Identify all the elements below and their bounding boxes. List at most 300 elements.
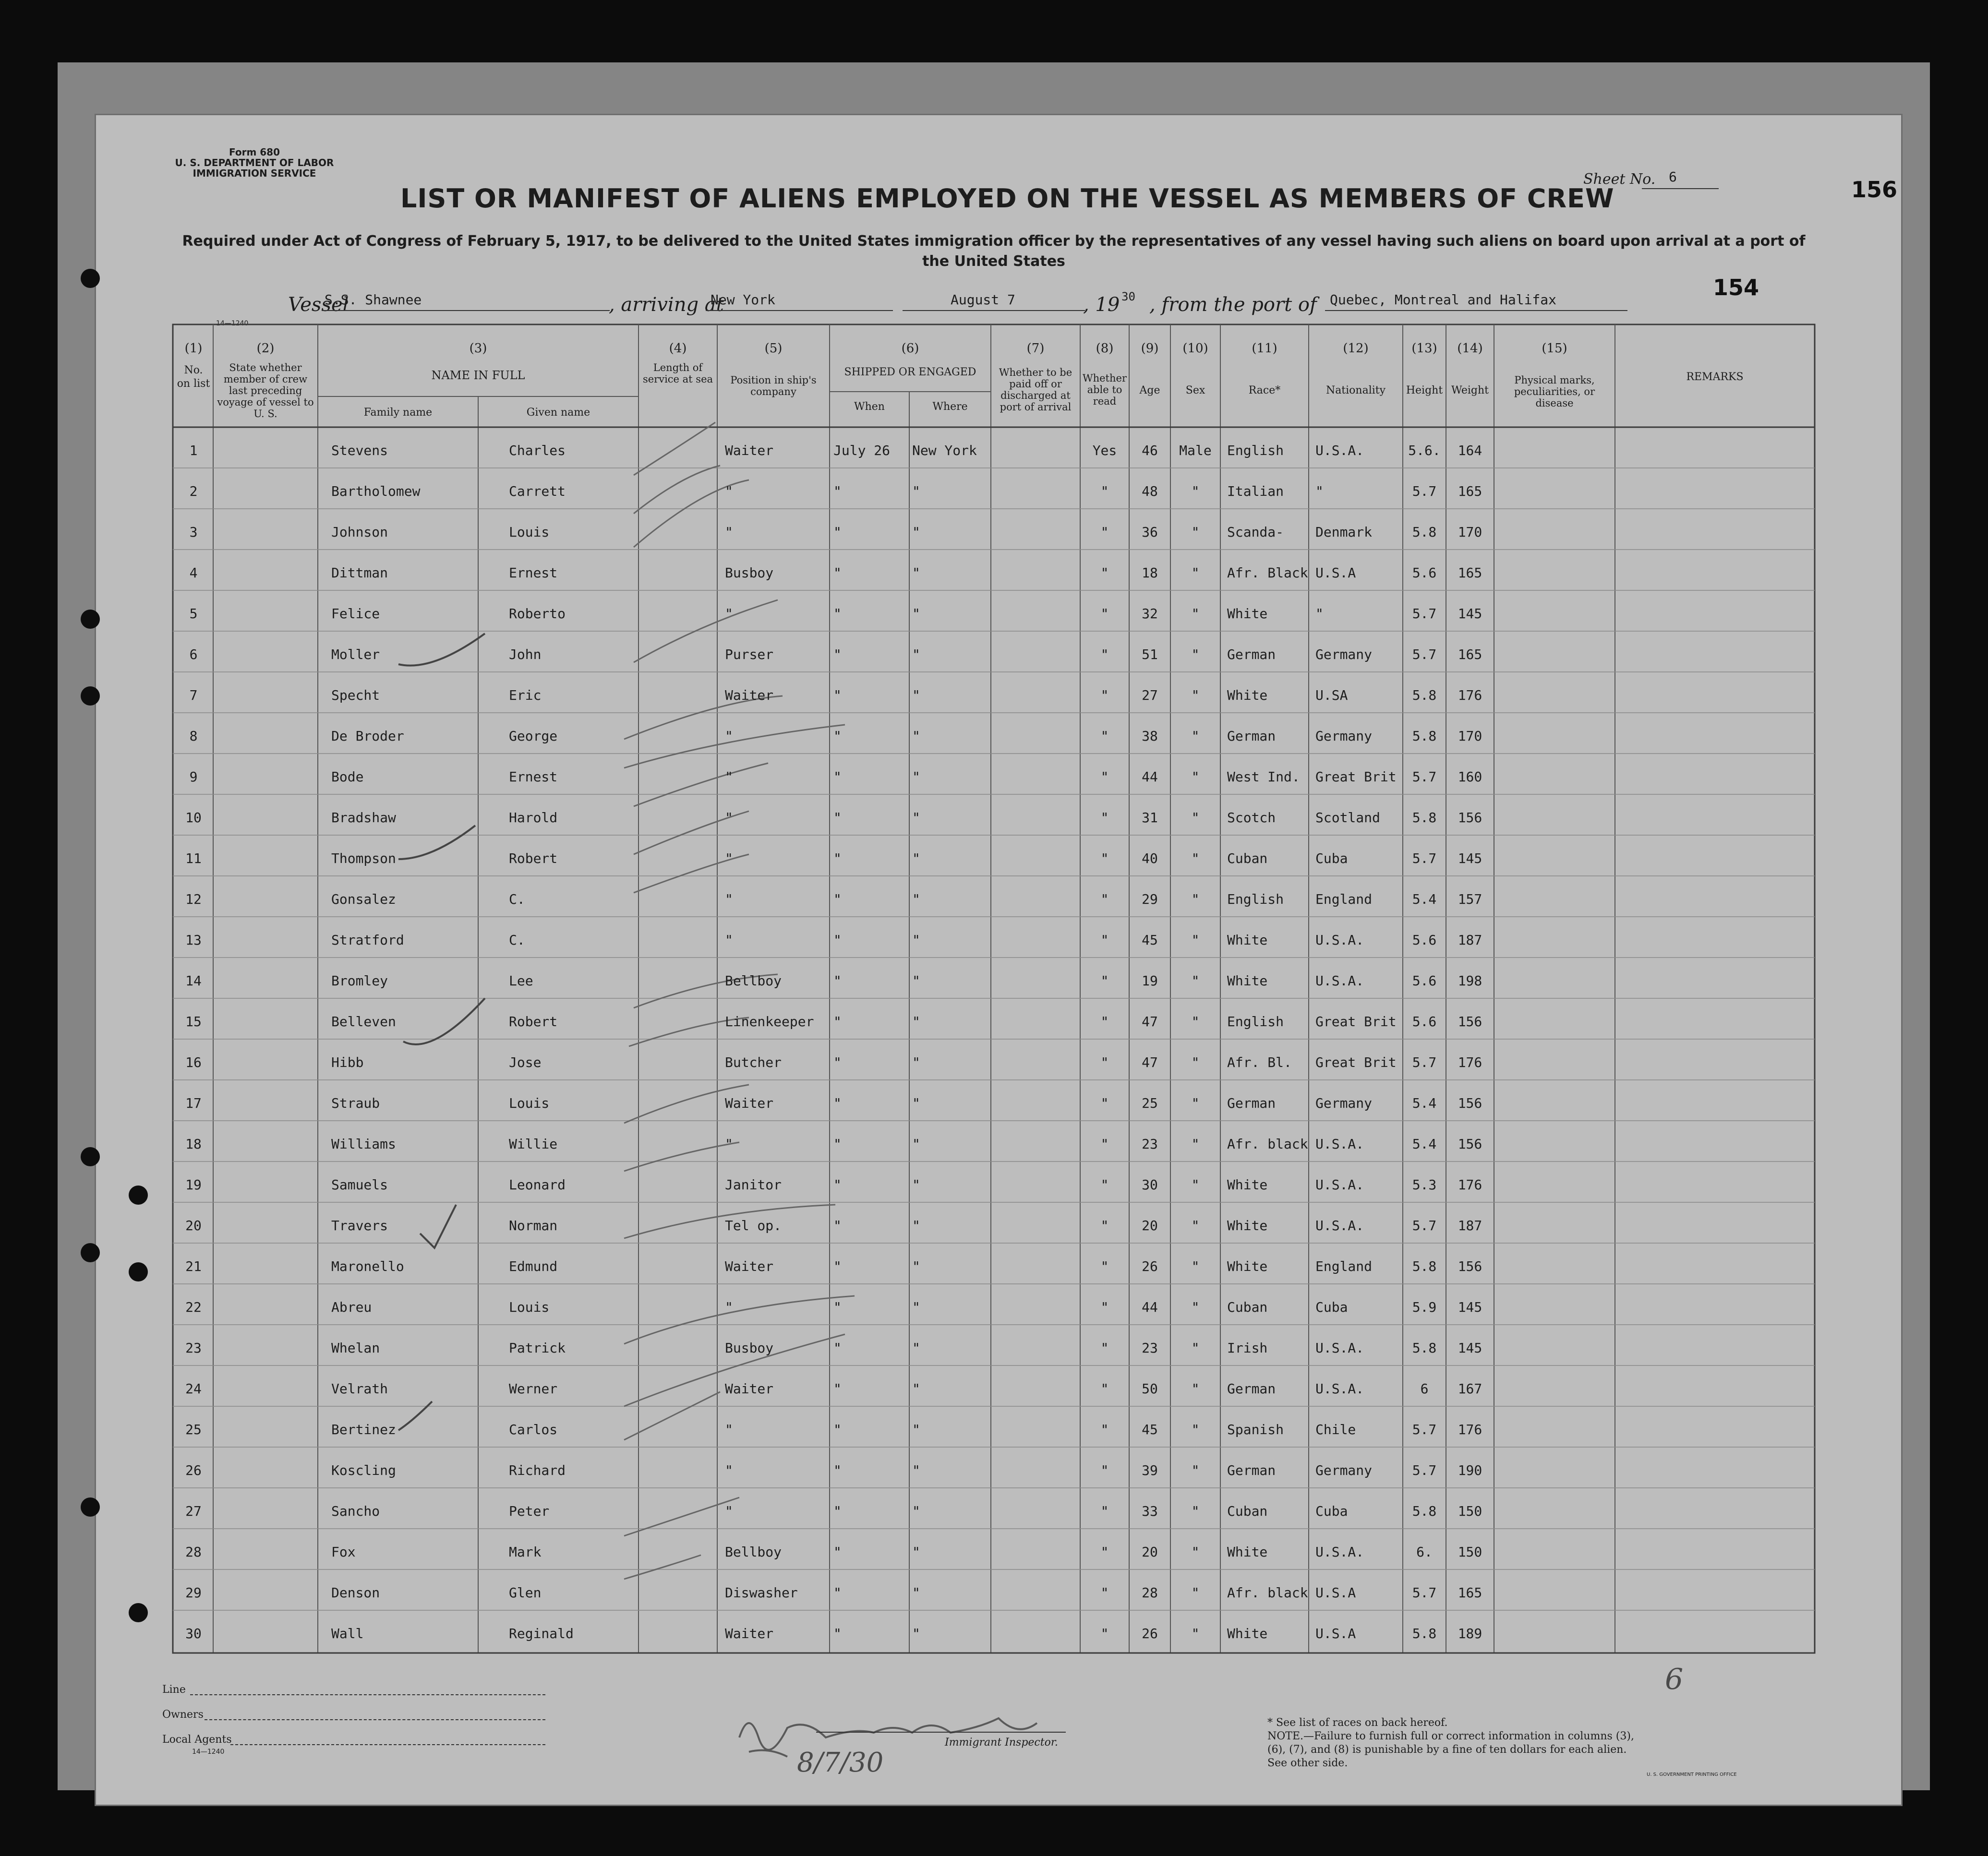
nationality: Great Brit xyxy=(1315,1014,1397,1030)
family-name: Abreu xyxy=(331,1299,372,1315)
col-remarks-label: REMARKS xyxy=(1686,371,1744,383)
row-number: 22 xyxy=(185,1299,202,1315)
col-sex xyxy=(1170,342,1220,397)
family-name: Travers xyxy=(331,1218,388,1233)
weight: 165 xyxy=(1458,483,1482,499)
sex: " xyxy=(1191,1299,1200,1315)
position: " xyxy=(725,606,733,622)
weight: 165 xyxy=(1458,647,1482,662)
given-name: C. xyxy=(509,891,525,907)
shipped-where: " xyxy=(912,1258,920,1274)
age: 23 xyxy=(1142,1340,1158,1356)
given-name: Eric xyxy=(509,687,542,703)
able-to-read: " xyxy=(1100,1585,1109,1601)
given-name: Louis xyxy=(509,1299,550,1315)
shipped-when: " xyxy=(833,1503,842,1519)
sheet-label: Sheet No. xyxy=(1583,171,1656,188)
shipped-when: " xyxy=(833,483,842,499)
col-age-number: (9) xyxy=(1141,341,1159,356)
position: " xyxy=(725,1422,733,1437)
family-name: Williams xyxy=(331,1136,396,1152)
nationality: Great Brit xyxy=(1315,769,1397,785)
age: 20 xyxy=(1142,1544,1158,1560)
nationality: U.S.A. xyxy=(1315,1177,1364,1193)
sex: " xyxy=(1191,1218,1200,1233)
height: 5.7 xyxy=(1412,769,1437,785)
agents-label: Local Agents xyxy=(162,1734,232,1746)
family-name: Specht xyxy=(331,687,380,703)
row-number: 16 xyxy=(185,1054,202,1070)
nationality: U.S.A. xyxy=(1315,1340,1364,1356)
weight: 160 xyxy=(1458,769,1482,785)
able-to-read: " xyxy=(1100,932,1109,948)
height: 5.4 xyxy=(1412,1095,1437,1111)
position: Diswasher xyxy=(725,1585,798,1601)
weight: 176 xyxy=(1458,1422,1482,1437)
sex: " xyxy=(1191,1585,1200,1601)
weight: 165 xyxy=(1458,565,1482,581)
weight: 156 xyxy=(1458,1095,1482,1111)
given-name: Lee xyxy=(509,973,533,989)
able-to-read: " xyxy=(1100,1422,1109,1437)
sex: " xyxy=(1191,1054,1200,1070)
col-height-number: (13) xyxy=(1411,341,1437,356)
nationality: U.S.A. xyxy=(1315,1544,1364,1560)
col-height-label: Height xyxy=(1406,384,1443,396)
race: Spanish xyxy=(1227,1422,1284,1437)
weight: 176 xyxy=(1458,1054,1482,1070)
age: 39 xyxy=(1142,1462,1158,1478)
able-to-read: " xyxy=(1100,1136,1109,1152)
given-name: Mark xyxy=(509,1544,542,1560)
position: Waiter xyxy=(725,687,774,703)
sex: " xyxy=(1191,1381,1200,1397)
shipped-where: " xyxy=(912,1014,920,1030)
line-label: Line xyxy=(162,1684,186,1696)
able-to-read: Yes xyxy=(1092,443,1117,458)
shipped-where: " xyxy=(912,1299,920,1315)
sex: " xyxy=(1191,1544,1200,1560)
height: 5.8 xyxy=(1412,524,1437,540)
inspector-underline xyxy=(816,1732,1066,1733)
given-name: George xyxy=(509,728,558,744)
height: 5.6 xyxy=(1412,1014,1437,1030)
sex: " xyxy=(1191,1503,1200,1519)
col-position xyxy=(720,342,827,397)
shipped-where: " xyxy=(912,1381,920,1397)
sex: " xyxy=(1191,524,1200,540)
nationality: U.S.A xyxy=(1315,1585,1356,1601)
race: White xyxy=(1227,1177,1268,1193)
sex: Male xyxy=(1179,443,1212,458)
nationality: Chile xyxy=(1315,1422,1356,1437)
shipped-when: " xyxy=(833,1177,842,1193)
age: 44 xyxy=(1142,769,1158,785)
position: Waiter xyxy=(725,443,774,458)
height: 5.8 xyxy=(1412,1340,1437,1356)
weight: 150 xyxy=(1458,1503,1482,1519)
nationality: Germany xyxy=(1315,1095,1373,1111)
given-name: Robert xyxy=(509,850,558,866)
given-name: Richard xyxy=(509,1462,566,1478)
col-weight-label: Weight xyxy=(1451,384,1489,396)
sex: " xyxy=(1191,565,1200,581)
race: Scanda- xyxy=(1227,524,1284,540)
col-race-number: (11) xyxy=(1252,341,1277,356)
given-name: Ernest xyxy=(509,769,558,785)
given-name: C. xyxy=(509,932,525,948)
given-name: Roberto xyxy=(509,606,566,622)
position: Bellboy xyxy=(725,973,782,989)
given-name: Louis xyxy=(509,524,550,540)
given-name: Harold xyxy=(509,810,558,826)
small-code: 14—1240 xyxy=(216,320,249,327)
shipped-when: " xyxy=(833,769,842,785)
col-paid-off xyxy=(993,342,1078,413)
shipped-where: " xyxy=(912,728,920,744)
shipped-when: " xyxy=(833,1054,842,1070)
nationality: U.S.A. xyxy=(1315,1381,1364,1397)
age: 29 xyxy=(1142,891,1158,907)
nationality: Cuba xyxy=(1315,1299,1348,1315)
col-read-number: (8) xyxy=(1096,341,1114,356)
race: White xyxy=(1227,932,1268,948)
row-number: 1 xyxy=(189,443,198,458)
row-number: 2 xyxy=(189,483,198,499)
height: 5.7 xyxy=(1412,483,1437,499)
nationality: Scotland xyxy=(1315,810,1380,826)
age: 45 xyxy=(1142,1422,1158,1437)
shipped-where: " xyxy=(912,1626,920,1641)
able-to-read: " xyxy=(1100,1626,1109,1641)
col-state xyxy=(216,342,315,419)
age: 27 xyxy=(1142,687,1158,703)
shipped-where: " xyxy=(912,565,920,581)
given-name: Ernest xyxy=(509,565,558,581)
family-name: Bode xyxy=(331,769,364,785)
col-physical-label: Physical marks, peculiarities, or disease xyxy=(1514,374,1595,409)
manifest-title: LIST OR MANIFEST OF ALIENS EMPLOYED ON THE VESSEL AS MEMBERS OF CREW xyxy=(400,183,1614,214)
age: 50 xyxy=(1142,1381,1158,1397)
col-height xyxy=(1403,342,1446,397)
nationality: England xyxy=(1315,891,1373,907)
race: Irish xyxy=(1227,1340,1268,1356)
shipped-where: " xyxy=(912,1054,920,1070)
penalty-note: NOTE.—Failure to furnish full or correct information in columns (3), (6), (7), and (8) is punishable by a fine of ten dollars for each alien. See other side. xyxy=(1267,1730,1634,1769)
departure-ports: Quebec, Montreal and Halifax xyxy=(1330,292,1557,308)
height: 5.8 xyxy=(1412,728,1437,744)
col-sex-number: (10) xyxy=(1182,341,1208,356)
col-remarks xyxy=(1615,342,1815,384)
height: 5.8 xyxy=(1412,810,1437,826)
arriving-label: , arriving at xyxy=(609,294,724,316)
position: Waiter xyxy=(725,1626,774,1641)
weight: 170 xyxy=(1458,524,1482,540)
nationality: Cuba xyxy=(1315,850,1348,866)
able-to-read: " xyxy=(1100,810,1109,826)
shipped-when: " xyxy=(833,1014,842,1030)
height: 5.3 xyxy=(1412,1177,1437,1193)
weight: 145 xyxy=(1458,1299,1482,1315)
shipped-when: " xyxy=(833,1218,842,1233)
form-service: IMMIGRATION SERVICE xyxy=(193,168,316,179)
family-name: Johnson xyxy=(331,524,388,540)
row-number: 27 xyxy=(185,1503,202,1519)
col-no xyxy=(177,342,210,391)
col-paid-off-label: Whether to be paid off or discharged at port of arrival xyxy=(999,367,1072,413)
height: 5.7 xyxy=(1412,850,1437,866)
row-number: 8 xyxy=(189,728,198,744)
nationality: U.S.A xyxy=(1315,565,1356,581)
given-name: Glen xyxy=(509,1585,542,1601)
race: German xyxy=(1227,647,1276,662)
race: English xyxy=(1227,443,1284,458)
row-number: 10 xyxy=(185,810,202,826)
race: Cuban xyxy=(1227,850,1268,866)
weight: 156 xyxy=(1458,1258,1482,1274)
row-number: 29 xyxy=(185,1585,202,1601)
weight: 176 xyxy=(1458,687,1482,703)
race: White xyxy=(1227,1218,1268,1233)
height: 5.8 xyxy=(1412,1503,1437,1519)
given-name: Robert xyxy=(509,1014,558,1030)
sex: " xyxy=(1191,687,1200,703)
age: 26 xyxy=(1142,1626,1158,1641)
shipped-where: " xyxy=(912,810,920,826)
given-name: Werner xyxy=(509,1381,558,1397)
height: 6. xyxy=(1416,1544,1433,1560)
shipped-when: " xyxy=(833,728,842,744)
able-to-read: " xyxy=(1100,1258,1109,1274)
col-family-name: Family name xyxy=(363,407,433,419)
given-name: Reginald xyxy=(509,1626,574,1641)
sex: " xyxy=(1191,1422,1200,1437)
able-to-read: " xyxy=(1100,1340,1109,1356)
shipped-when: " xyxy=(833,810,842,826)
shipped-where: " xyxy=(912,1218,920,1233)
family-name: Fox xyxy=(331,1544,356,1560)
shipped-when: " xyxy=(833,565,842,581)
given-name: Louis xyxy=(509,1095,550,1111)
shipped-when: " xyxy=(833,932,842,948)
family-name: Hibb xyxy=(331,1054,364,1070)
line-underline xyxy=(190,1694,545,1695)
sex: " xyxy=(1191,1258,1200,1274)
age: 26 xyxy=(1142,1258,1158,1274)
col-age-label: Age xyxy=(1139,384,1160,396)
shipped-where: " xyxy=(912,524,920,540)
year-label: , 19 xyxy=(1083,294,1120,316)
signature-date: 8/7/30 xyxy=(797,1747,884,1778)
sex: " xyxy=(1191,1340,1200,1356)
age: 32 xyxy=(1142,606,1158,622)
col-no-label: No. on list xyxy=(177,364,210,390)
col-race xyxy=(1220,342,1309,397)
nationality: U.S.A xyxy=(1315,1626,1356,1641)
given-name: Carlos xyxy=(509,1422,558,1437)
col-age xyxy=(1129,342,1170,397)
family-name: Felice xyxy=(331,606,380,622)
sex: " xyxy=(1191,932,1200,948)
race: German xyxy=(1227,1095,1276,1111)
given-name: Leonard xyxy=(509,1177,566,1193)
height: 5.7 xyxy=(1412,1422,1437,1437)
family-name: Thompson xyxy=(331,850,396,866)
row-number: 6 xyxy=(189,647,198,662)
nationality: U.SA xyxy=(1315,687,1348,703)
able-to-read: " xyxy=(1100,891,1109,907)
col-state-number: (2) xyxy=(256,341,275,356)
able-to-read: " xyxy=(1100,524,1109,540)
shipped-when: " xyxy=(833,1585,842,1601)
form-number: Form 680 xyxy=(229,146,280,158)
height: 5.6. xyxy=(1408,443,1441,458)
sex: " xyxy=(1191,810,1200,826)
given-name: Edmund xyxy=(509,1258,558,1274)
race: Afr. Bl. xyxy=(1227,1054,1292,1070)
given-name: Carrett xyxy=(509,483,566,499)
nationality: U.S.A. xyxy=(1315,1136,1364,1152)
position: " xyxy=(725,769,733,785)
age: 46 xyxy=(1142,443,1158,458)
height: 5.4 xyxy=(1412,1136,1437,1152)
shipped-when: " xyxy=(833,1626,842,1641)
port-label: , from the port of xyxy=(1149,294,1317,316)
inspector-label: Immigrant Inspector. xyxy=(945,1736,1058,1748)
row-number: 3 xyxy=(189,524,198,540)
height: 5.7 xyxy=(1412,1218,1437,1233)
nationality: Germany xyxy=(1315,647,1373,662)
shipped-where: " xyxy=(912,1462,920,1478)
able-to-read: " xyxy=(1100,1299,1109,1315)
able-to-read: " xyxy=(1100,565,1109,581)
col-where: Where xyxy=(932,401,968,413)
age: 44 xyxy=(1142,1299,1158,1315)
shipped-where: " xyxy=(912,973,920,989)
row-number: 21 xyxy=(185,1258,202,1274)
shipped-where: " xyxy=(912,932,920,948)
shipped-when: " xyxy=(833,1258,842,1274)
row-number: 5 xyxy=(189,606,198,622)
shipped-where: " xyxy=(912,483,920,499)
col-service xyxy=(641,342,714,385)
age: 31 xyxy=(1142,810,1158,826)
race: White xyxy=(1227,1258,1268,1274)
nationality: " xyxy=(1315,483,1324,499)
col-when: When xyxy=(854,401,885,413)
race: German xyxy=(1227,1381,1276,1397)
age: 51 xyxy=(1142,647,1158,662)
family-name: Sancho xyxy=(331,1503,380,1519)
col-name-number: (3) xyxy=(469,341,487,356)
col-position-label: Position in ship's company xyxy=(730,374,817,397)
col-sex-label: Sex xyxy=(1185,384,1205,396)
col-no-number: (1) xyxy=(184,341,203,356)
race: White xyxy=(1227,606,1268,622)
col-shipped-number: (6) xyxy=(901,341,919,356)
able-to-read: " xyxy=(1100,728,1109,744)
vessel-name: S.S. Shawnee xyxy=(325,292,422,308)
col-weight-number: (14) xyxy=(1457,341,1483,356)
race: Cuban xyxy=(1227,1299,1268,1315)
nationality: Germany xyxy=(1315,1462,1373,1478)
age: 40 xyxy=(1142,850,1158,866)
weight: 165 xyxy=(1458,1585,1482,1601)
age: 36 xyxy=(1142,524,1158,540)
age: 47 xyxy=(1142,1054,1158,1070)
family-name: Denson xyxy=(331,1585,380,1601)
sex: " xyxy=(1191,647,1200,662)
age: 18 xyxy=(1142,565,1158,581)
owners-label: Owners xyxy=(162,1709,204,1721)
shipped-where: " xyxy=(912,891,920,907)
able-to-read: " xyxy=(1100,1014,1109,1030)
able-to-read: " xyxy=(1100,1095,1109,1111)
family-name: Koscling xyxy=(331,1462,396,1478)
weight: 190 xyxy=(1458,1462,1482,1478)
nationality: Denmark xyxy=(1315,524,1373,540)
family-name: Bradshaw xyxy=(331,810,396,826)
sex: " xyxy=(1191,891,1200,907)
row-number: 13 xyxy=(185,932,202,948)
col-service-label: Length of service at sea xyxy=(642,362,713,385)
shipped-when: " xyxy=(833,973,842,989)
age: 23 xyxy=(1142,1136,1158,1152)
position: Bellboy xyxy=(725,1544,782,1560)
weight: 198 xyxy=(1458,973,1482,989)
position: Busboy xyxy=(725,565,774,581)
weight: 187 xyxy=(1458,1218,1482,1233)
height: 5.6 xyxy=(1412,932,1437,948)
weight: 156 xyxy=(1458,1014,1482,1030)
shipped-when: " xyxy=(833,1299,842,1315)
able-to-read: " xyxy=(1100,606,1109,622)
position: Tel op. xyxy=(725,1218,782,1233)
agents-code: 14—1240 xyxy=(192,1748,225,1756)
weight: 145 xyxy=(1458,1340,1482,1356)
nationality: U.S.A. xyxy=(1315,932,1364,948)
race: German xyxy=(1227,728,1276,744)
nationality: Cuba xyxy=(1315,1503,1348,1519)
row-number: 18 xyxy=(185,1136,202,1152)
shipped-where: New York xyxy=(912,443,977,458)
race: English xyxy=(1227,891,1284,907)
shipped-where: " xyxy=(912,647,920,662)
sex: " xyxy=(1191,1462,1200,1478)
col-read xyxy=(1082,342,1127,407)
position: Waiter xyxy=(725,1381,774,1397)
shipped-where: " xyxy=(912,1585,920,1601)
family-name: Belleven xyxy=(331,1014,396,1030)
family-name: Moller xyxy=(331,647,380,662)
vessel-label: Vessel xyxy=(288,294,349,316)
nationality: Germany xyxy=(1315,728,1373,744)
page-number-second: 154 xyxy=(1713,275,1759,300)
given-name: John xyxy=(509,647,542,662)
family-name: Straub xyxy=(331,1095,380,1111)
given-name: Willie xyxy=(509,1136,558,1152)
able-to-read: " xyxy=(1100,1218,1109,1233)
row-number: 20 xyxy=(185,1218,202,1233)
row-number: 15 xyxy=(185,1014,202,1030)
race: Italian xyxy=(1227,483,1284,499)
row-number: 19 xyxy=(185,1177,202,1193)
height: 5.6 xyxy=(1412,565,1437,581)
sex: " xyxy=(1191,606,1200,622)
race: Afr. black xyxy=(1227,1585,1308,1601)
able-to-read: " xyxy=(1100,687,1109,703)
row-number: 14 xyxy=(185,973,202,989)
